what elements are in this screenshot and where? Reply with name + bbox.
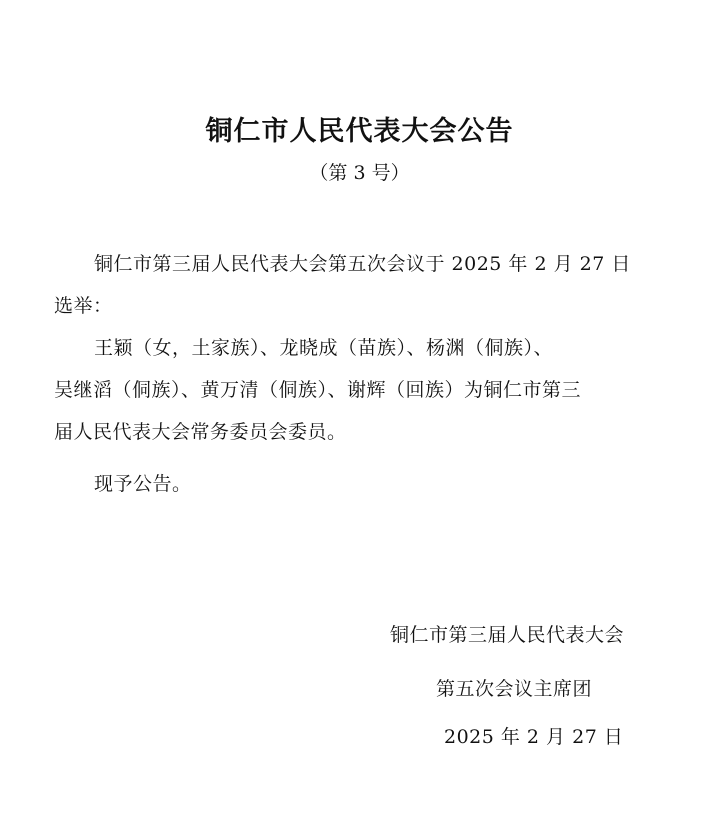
elected-members-paragraph	[54, 327, 664, 453]
intro-paragraph	[54, 243, 664, 327]
elected-line-2: 吴继滔（侗族）、黄万清（侗族）、谢辉（回族）为铜仁市第三	[54, 379, 582, 401]
signature-date: 2025 年 2 月 27 日	[444, 726, 624, 748]
document-number: （第 3 号）	[309, 162, 410, 184]
notice-text: 现予公告。	[94, 473, 192, 495]
elected-line-1: 王颖（女，土家族）、龙晓成（苗族）、杨渊（侗族）、	[94, 337, 554, 359]
document-title: 铜仁市人民代表大会公告	[205, 116, 514, 147]
signature-organization: 铜仁市第三届人民代表大会	[390, 624, 625, 646]
signature-presidium: 第五次会议主席团	[436, 678, 593, 700]
intro-line-1: 铜仁市第三届人民代表大会第五次会议于 2025 年 2 月 27 日	[94, 253, 631, 275]
notice-paragraph	[54, 463, 664, 505]
intro-line-2: 选举：	[54, 295, 113, 317]
elected-line-3: 届人民代表大会常务委员会委员。	[54, 421, 347, 443]
